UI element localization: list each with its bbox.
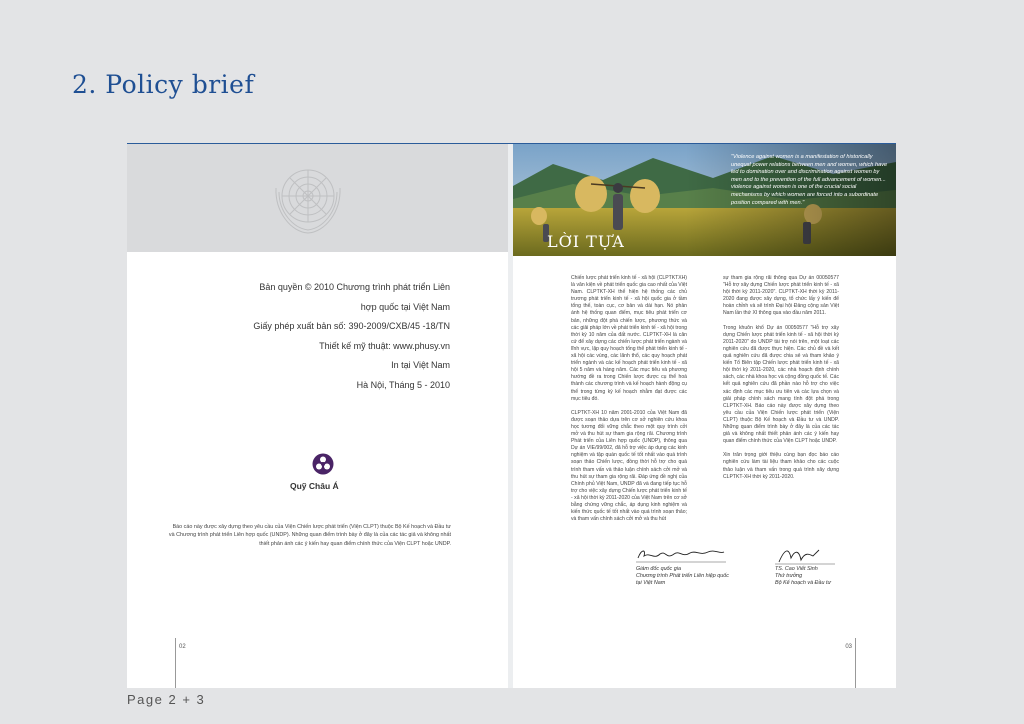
right-page bbox=[513, 144, 896, 688]
body-column-2: sự tham gia rộng rãi thông qua Dự án 00050577 "Hỗ trợ xây dựng Chiến lược phát triển kinh tế - xã hội thời kỳ 2011-2020". CLPTKT-XH thời kỳ 2011-2020 đang được xây dựng, tổ chức lấy ý kiến để hoàn chỉnh và sẽ trình Đại hội Đảng cộng sản Việt Nam lần thứ XI thông qua vào đầu năm 2011. Trong khuôn khổ Dự án 00050577 "Hỗ trợ xây dựng Chiến lược phát triển kinh tế - xã hội thời kỳ 2011-2020" do UNDP tài trợ nói trên, một loạt các nghiên cứu đã được thực hiện. Các chủ đề và kết quả nghiên cứu đã được chia sẻ và tham khảo ý kiến Tổ Biên tập Chiến lược phát triển kinh tế - xã hội thời kỳ 2011-2020, các nhà hoạch định chính sách, các nhà khoa học và cộng đồng quốc tế. Các kết quả nghiên cứu đã phần nào hỗ trợ cho việc xác định các mục tiêu ưu tiên và các lựa chọn và giải pháp chính sách mang tính đột phá trong CLPTKT-XH. Báo cáo này được xây dựng theo yêu cầu của Viện Chiến lược phát triển (Viện CLPT) thuộc Bộ Kế hoạch và Đầu tư và UNDP. Những quan điểm trình bày ở đây là của các tác giả và không nhất thiết phản ánh các ý kiến hay quan điểm chính thức của Viện CLPT hoặc UNDP. Xin trân trọng giới thiệu cùng bạn đọc báo cáo nghiên cứu làm tài liệu tham khảo cho các cuộc thảo luận và tham vấn trong quá trình xây dựng CLPTKT-XH thời kỳ 2011-2020. bbox=[723, 275, 839, 480]
folio-divider bbox=[855, 638, 856, 688]
page-heading: 2. Policy brief bbox=[72, 70, 255, 99]
signatory-title: Giám đốc quốc gia bbox=[636, 566, 681, 572]
signatory-org: Chương trình Phát triển Liên hiệp quốc bbox=[636, 573, 729, 580]
print-line: In tại Việt Nam bbox=[391, 360, 450, 370]
asia-foundation-logo-icon bbox=[312, 453, 334, 475]
brand-name: Quỹ Châu Á bbox=[290, 481, 339, 491]
disclaimer-text: Báo cáo này được xây dựng theo yêu cầu của Viện Chiến lược phát triển (Viện CLPT) thuộc Bộ Kế hoạch và Đầu tư và Chương trình phát triển Liên hợp quốc (UNDP). Những quan điểm trình bày ở đây là của các tác giả và không nhất thiết phản ánh các ý kiến hay quan điểm chính thức của Viện CLPT hoặc UNDP. bbox=[168, 524, 451, 547]
body-column-1: Chiến lược phát triển kinh tế - xã hội (CLPTKTXH) là văn kiện về phát triển quốc gia cao nhất của Việt Nam. CLPTKT-XH thể hiện hệ thống các chủ trương phát triển kinh tế - xã hội quốc gia ở tầm tổng thể, toàn cục, cơ bản và dài hạn. Nó phản ánh hệ thống quan điểm, mục tiêu phát triển cơ bản, những đột phá chiến lược, phương thức và các giải pháp lớn về phát triển kinh tế - xã hội trong thời kỳ 10 năm của đất nước. CLPTKT-XH là căn cứ để xây dựng các chiến lược phát triển ngành và lĩnh vực, lập quy hoạch tổng thể phát triển kinh tế - xã hội các vùng, các lãnh thổ, các quy hoạch phát triển ngành và các kế hoạch phát triển kinh tế - xã hội 5 năm và hàng năm. Các mục tiêu và phương hướng đề ra trong Chiến lược được cụ thể hoá thành các chương trình và kế hoạch hành động cụ thể trong từng kỳ kế hoạch nhằm đạt được các mục tiêu đó. CLPTKT-XH 10 năm 2001-2010 của Việt Nam đã được soạn thảo dựa trên cơ sở nghiên cứu khoa học tương đối vững chắc theo một quy trình cởi mở và thu hút sự tham gia rộng rãi. Chương trình Phát triển của Liên hợp quốc (UNDP), thông qua Dự án VIE/99/002, đã hỗ trợ việc áp dụng các kinh nghiệm và tập quán quốc tế tốt nhất vào quá trình soạn thảo Chiến lược, đồng thời hỗ trợ cho quá trình tham vấn và thảo luận chính sách cởi mở và thu hút sự tham gia rộng rãi. Đáp ứng đề nghị của Chính phủ Việt Nam, UNDP đã và đang tiếp tục hỗ trợ cho việc xây dựng Chiến lược phát triển kinh tế - xã hội thời kỳ 2011-2020 của Việt Nam trên cơ sở bằng chứng vững chắc, áp dụng kinh nghiệm và kiến thức quốc tế tốt nhất vào quá trình soạn thảo; và tham vấn chính sách cởi mở và thu hút bbox=[571, 275, 687, 523]
signature-block-undp bbox=[636, 566, 756, 588]
license-line: Giấy phép xuất bản số: 390-2009/CXB/45 -18/TN bbox=[253, 321, 450, 331]
date-line: Hà Nội, Tháng 5 - 2010 bbox=[356, 379, 450, 390]
signatory-org-location: tại Việt Nam bbox=[636, 580, 666, 587]
page-number-left: 02 bbox=[179, 644, 186, 650]
foreword-title: LỜI TỰA bbox=[547, 232, 625, 251]
signature-mark-icon bbox=[636, 546, 726, 564]
copyright-block bbox=[150, 278, 450, 395]
cover-photo bbox=[513, 144, 896, 256]
un-emblem-icon bbox=[273, 162, 343, 234]
photo-quote: "Violence against women is a manifestation of historically unequal power relations between men and women, which have led to domination over and discrimination against women by men and to the prevention of the full advancement of women... violence against women is one of the crucial social mechanisms by which women are forced into a subordinate position compared with men." bbox=[731, 154, 888, 206]
page-number-right: 03 bbox=[845, 644, 852, 650]
signatory-org: Bộ Kế hoạch và Đầu tư bbox=[775, 580, 831, 587]
signature-block-mpi bbox=[775, 566, 895, 588]
page-caption: Page 2 + 3 bbox=[127, 692, 206, 707]
signature-mark-icon bbox=[775, 546, 835, 566]
signatory-name: TS. Cao Viết Sinh bbox=[775, 566, 818, 572]
left-page bbox=[127, 144, 508, 688]
design-line: Thiết kế mỹ thuật: www.phusy.vn bbox=[319, 340, 450, 351]
copyright-line: Bản quyền © 2010 Chương trình phát triển Liên bbox=[259, 282, 450, 292]
signatory-title: Thứ trưởng bbox=[775, 573, 803, 580]
copyright-line: hợp quốc tại Việt Nam bbox=[360, 301, 450, 312]
folio-divider bbox=[175, 638, 176, 688]
book-spread bbox=[127, 144, 896, 688]
